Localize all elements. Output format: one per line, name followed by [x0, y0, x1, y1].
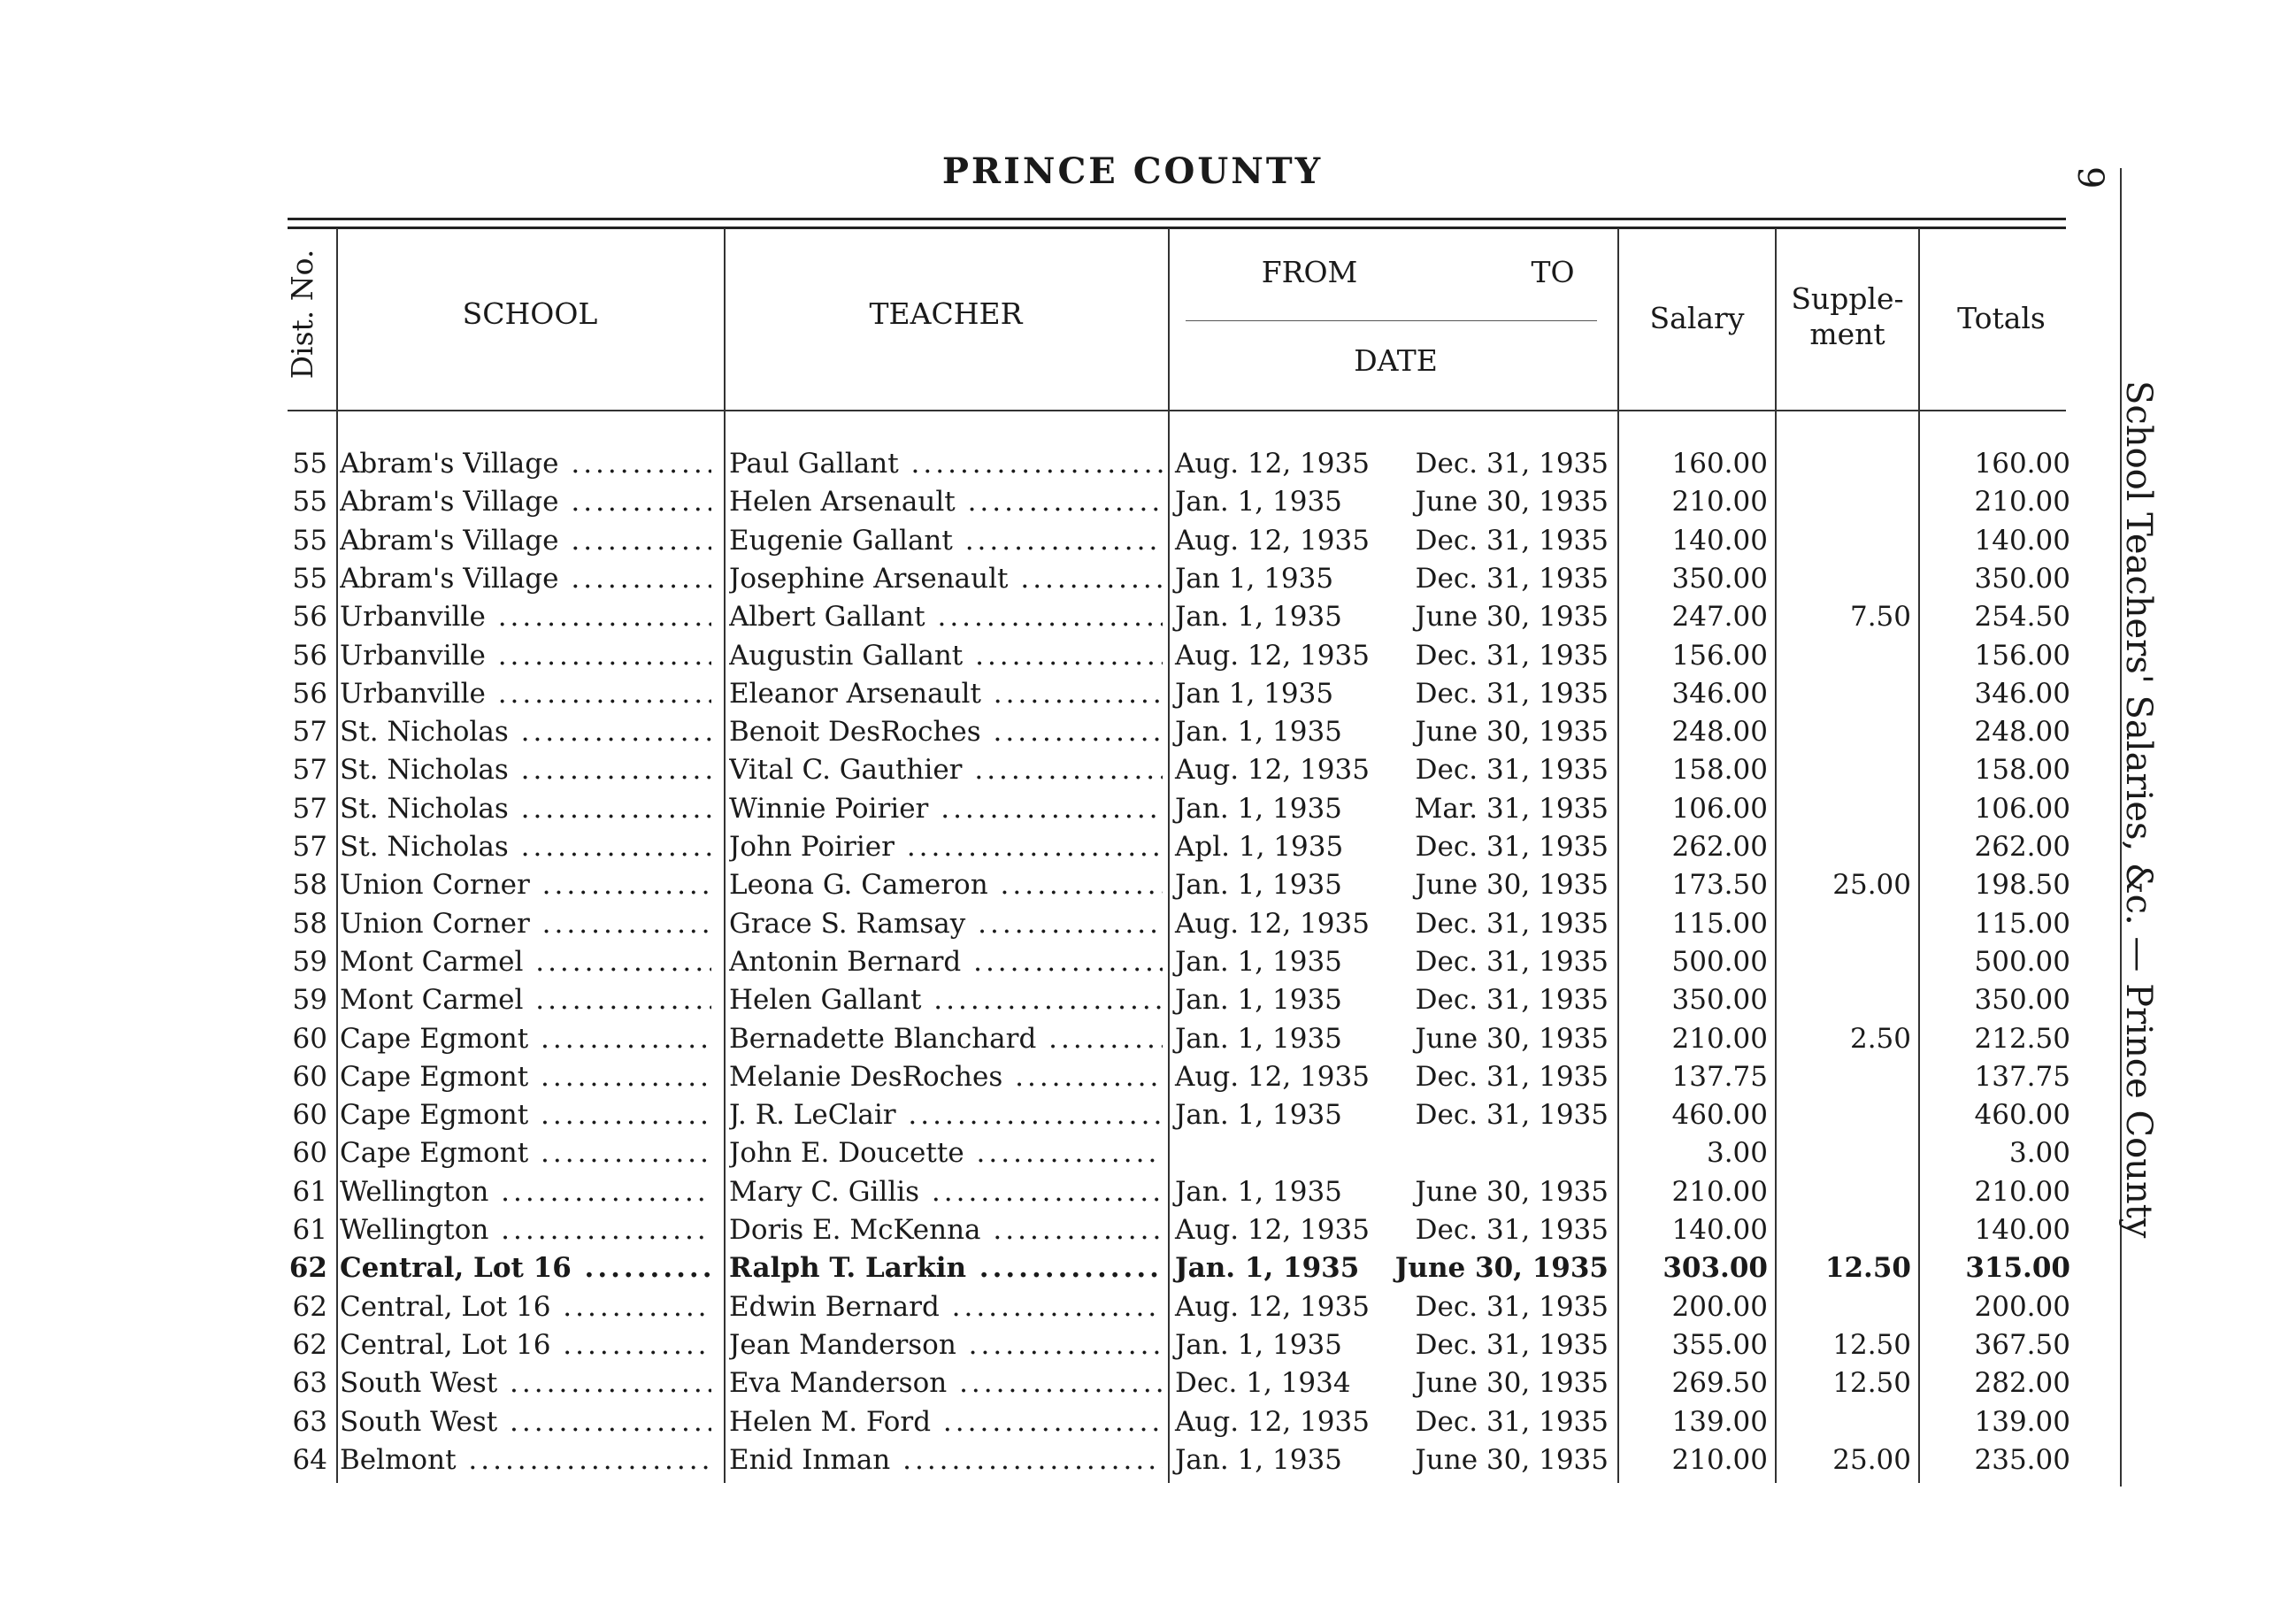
table-row: [0, 1061, 2296, 1099]
teacher-name: Eva Manderson .....: [729, 1367, 1163, 1399]
date-from: Jan. 1, 1935: [1175, 869, 1342, 902]
teacher-name: Vital C. Gauthier .....: [729, 754, 1163, 786]
table-row: [0, 984, 2296, 1022]
table-row: [0, 908, 2296, 946]
total-value: 460.00: [1974, 1099, 2070, 1132]
date-from: Jan. 1, 1935: [1175, 1099, 1342, 1132]
header-top-rule-2: [288, 227, 2066, 229]
school-name: St. Nicholas .....: [340, 716, 711, 748]
date-to: Dec. 31, 1935: [1415, 677, 1609, 710]
supplement-value: 7.50: [1849, 601, 1911, 634]
teacher-name: Enid Inman .....: [729, 1444, 1163, 1476]
date-to: June 30, 1935: [1415, 1022, 1609, 1055]
salary-value: 355.00: [1671, 1328, 1768, 1361]
salary-value: 3.00: [1706, 1137, 1768, 1170]
supplement-value: 25.00: [1832, 869, 1911, 902]
teacher-name: Albert Gallant .....: [729, 601, 1163, 633]
total-value: 158.00: [1974, 754, 2070, 787]
date-from: Jan 1, 1935: [1175, 677, 1334, 710]
table-row: [0, 1406, 2296, 1444]
date-from: Jan. 1, 1935: [1175, 984, 1342, 1017]
teacher-name: Jean Manderson .....: [729, 1329, 1163, 1361]
teacher-name: Antonin Bernard .....: [729, 946, 1163, 978]
dist-number: 57: [292, 831, 327, 863]
date-from: Apl. 1, 1935: [1175, 831, 1344, 863]
dist-number: 55: [292, 486, 327, 519]
table-row: [0, 448, 2296, 486]
teacher-name: Paul Gallant .....: [729, 448, 1163, 480]
school-name: Urbanville .....: [340, 678, 711, 710]
date-from: Dec. 1, 1934: [1175, 1367, 1351, 1400]
supplement-value: 25.00: [1832, 1443, 1911, 1476]
date-to: June 30, 1935: [1415, 486, 1609, 519]
supplement-value: 12.50: [1824, 1252, 1911, 1285]
date-from: Aug. 12, 1935: [1175, 524, 1370, 557]
total-value: 198.50: [1974, 869, 2070, 902]
teacher-name: Edwin Bernard .....: [729, 1291, 1163, 1323]
salary-value: 210.00: [1671, 1443, 1768, 1476]
date-to: Dec. 31, 1935: [1415, 1328, 1609, 1361]
date-to: June 30, 1935: [1415, 1367, 1609, 1400]
total-value: 254.50: [1974, 601, 2070, 634]
total-value: 210.00: [1974, 1175, 2070, 1208]
header-teacher: TEACHER: [869, 296, 1023, 331]
table-row: [0, 1252, 2296, 1290]
table-row: [0, 1176, 2296, 1214]
dist-number: 56: [292, 677, 327, 710]
table-row: [0, 754, 2296, 792]
school-name: Wellington .....: [340, 1214, 711, 1246]
dist-number: 60: [292, 1099, 327, 1132]
table-row: [0, 601, 2296, 639]
total-value: 3.00: [2008, 1137, 2070, 1170]
school-name: Central, Lot 16 .....: [340, 1291, 711, 1323]
date-to: Dec. 31, 1935: [1415, 1290, 1609, 1323]
total-value: 140.00: [1974, 1214, 2070, 1246]
total-value: 115.00: [1974, 907, 2070, 940]
date-from: Jan. 1, 1935: [1175, 1328, 1342, 1361]
salary-value: 460.00: [1671, 1099, 1768, 1132]
table-row: [0, 869, 2296, 907]
total-value: 200.00: [1974, 1290, 2070, 1323]
teacher-name: Melanie DesRoches .....: [729, 1061, 1163, 1093]
school-name: Abram's Village .....: [340, 448, 711, 480]
teacher-name: Augustin Gallant .....: [729, 640, 1163, 672]
salary-value: 173.50: [1671, 869, 1768, 902]
total-value: 139.00: [1974, 1405, 2070, 1438]
date-from: Jan. 1, 1935: [1175, 486, 1342, 519]
school-name: Wellington .....: [340, 1176, 711, 1208]
side-running-title: School Teachers' Salaries, &c. — Prince County: [2118, 380, 2159, 1239]
salary-value: 160.00: [1671, 448, 1768, 480]
school-name: Abram's Village .....: [340, 563, 711, 595]
table-row: [0, 1099, 2296, 1137]
salary-value: 115.00: [1671, 907, 1768, 940]
date-to: Dec. 31, 1935: [1415, 1214, 1609, 1246]
date-to: Dec. 31, 1935: [1415, 448, 1609, 480]
date-to: Dec. 31, 1935: [1415, 562, 1609, 595]
header-date: DATE: [1354, 343, 1438, 378]
date-from: Aug. 12, 1935: [1175, 1405, 1370, 1438]
dist-number: 60: [292, 1022, 327, 1055]
date-to: Mar. 31, 1935: [1414, 792, 1609, 825]
table-row: [0, 1023, 2296, 1061]
school-name: St. Nicholas .....: [340, 754, 711, 786]
header-supplement-line2: ment: [1809, 317, 1885, 351]
dist-number: 57: [292, 716, 327, 749]
total-value: 212.50: [1974, 1022, 2070, 1055]
school-name: Urbanville .....: [340, 601, 711, 633]
date-to: June 30, 1935: [1415, 1175, 1609, 1208]
date-to: Dec. 31, 1935: [1415, 1060, 1609, 1093]
dist-number: 63: [292, 1405, 327, 1438]
dist-number: 61: [292, 1214, 327, 1246]
teacher-name: Eleanor Arsenault .....: [729, 678, 1163, 710]
date-from: Aug. 12, 1935: [1175, 448, 1370, 480]
date-to: Dec. 31, 1935: [1415, 754, 1609, 787]
dist-number: 57: [292, 792, 327, 825]
dist-number: 58: [292, 907, 327, 940]
date-from: Jan. 1, 1935: [1175, 945, 1342, 978]
teacher-name: Helen M. Ford .....: [729, 1406, 1163, 1438]
school-name: Cape Egmont .....: [340, 1137, 711, 1169]
date-divider: [1186, 320, 1597, 321]
page-title: PRINCE COUNTY: [941, 150, 1324, 192]
date-from: Aug. 12, 1935: [1175, 639, 1370, 672]
school-name: Cape Egmont .....: [340, 1061, 711, 1093]
total-value: 160.00: [1974, 448, 2070, 480]
table-row: [0, 563, 2296, 601]
header-bottom-rule: [288, 410, 2066, 411]
total-value: 156.00: [1974, 639, 2070, 672]
header-top-rule: [288, 218, 2066, 220]
date-to: Dec. 31, 1935: [1415, 524, 1609, 557]
table-row: [0, 1329, 2296, 1367]
dist-number: 55: [292, 562, 327, 595]
teacher-name: Benoit DesRoches .....: [729, 716, 1163, 748]
school-name: Union Corner .....: [340, 908, 711, 940]
header-from: FROM: [1261, 255, 1358, 289]
date-from: Jan. 1, 1935: [1175, 1252, 1360, 1285]
table-row: [0, 716, 2296, 754]
salary-value: 158.00: [1671, 754, 1768, 787]
date-to: June 30, 1935: [1415, 601, 1609, 634]
total-value: 140.00: [1974, 524, 2070, 557]
salary-value: 137.75: [1671, 1060, 1768, 1093]
header-supplement-line1: Supple-: [1791, 281, 1904, 316]
table-row: [0, 1137, 2296, 1175]
dist-number: 55: [292, 524, 327, 557]
table-row: [0, 678, 2296, 716]
dist-number: 59: [292, 945, 327, 978]
school-name: Mont Carmel .....: [340, 946, 711, 978]
table-row: [0, 1444, 2296, 1482]
school-name: Cape Egmont .....: [340, 1023, 711, 1055]
school-name: Mont Carmel .....: [340, 984, 711, 1016]
date-from: Jan. 1, 1935: [1175, 792, 1342, 825]
total-value: 210.00: [1974, 486, 2070, 519]
salary-value: 140.00: [1671, 524, 1768, 557]
teacher-name: Mary C. Gillis .....: [729, 1176, 1163, 1208]
teacher-name: John Poirier .....: [729, 831, 1163, 863]
header-dist-no: Dist. No.: [285, 249, 319, 380]
total-value: 235.00: [1974, 1443, 2070, 1476]
header-school: SCHOOL: [462, 296, 598, 331]
school-name: Abram's Village .....: [340, 486, 711, 518]
salary-value: 200.00: [1671, 1290, 1768, 1323]
date-to: June 30, 1935: [1394, 1252, 1609, 1285]
teacher-name: Doris E. McKenna .....: [729, 1214, 1163, 1246]
salary-value: 346.00: [1671, 677, 1768, 710]
dist-number: 60: [292, 1060, 327, 1093]
school-name: Urbanville .....: [340, 640, 711, 672]
date-to: Dec. 31, 1935: [1415, 1099, 1609, 1132]
date-from: Aug. 12, 1935: [1175, 1060, 1370, 1093]
date-from: Jan. 1, 1935: [1175, 1175, 1342, 1208]
school-name: St. Nicholas .....: [340, 831, 711, 863]
date-from: Aug. 12, 1935: [1175, 1214, 1370, 1246]
school-name: Abram's Village .....: [340, 525, 711, 557]
table-row: [0, 486, 2296, 524]
supplement-value: 12.50: [1832, 1328, 1911, 1361]
salary-value: 140.00: [1671, 1214, 1768, 1246]
table-row: [0, 1214, 2296, 1252]
salary-value: 303.00: [1662, 1252, 1768, 1285]
supplement-value: 2.50: [1849, 1022, 1911, 1055]
date-to: Dec. 31, 1935: [1415, 907, 1609, 940]
date-to: Dec. 31, 1935: [1415, 945, 1609, 978]
date-from: Jan. 1, 1935: [1175, 1443, 1342, 1476]
dist-number: 56: [292, 601, 327, 634]
total-value: 137.75: [1974, 1060, 2070, 1093]
date-to: Dec. 31, 1935: [1415, 1405, 1609, 1438]
table-row: [0, 793, 2296, 831]
dist-number: 58: [292, 869, 327, 902]
school-name: Cape Egmont .....: [340, 1099, 711, 1131]
total-value: 350.00: [1974, 984, 2070, 1017]
salary-value: 210.00: [1671, 486, 1768, 519]
date-from: Aug. 12, 1935: [1175, 907, 1370, 940]
date-from: Jan 1, 1935: [1175, 562, 1334, 595]
teacher-name: Bernadette Blanchard .....: [729, 1023, 1163, 1055]
teacher-name: Ralph T. Larkin .....: [729, 1252, 1163, 1284]
teacher-name: Leona G. Cameron .....: [729, 869, 1163, 901]
table-row: [0, 525, 2296, 563]
salary-value: 350.00: [1671, 562, 1768, 595]
school-name: Central, Lot 16 .....: [340, 1329, 711, 1361]
dist-number: 55: [292, 448, 327, 480]
dist-number: 61: [292, 1175, 327, 1208]
salary-value: 210.00: [1671, 1022, 1768, 1055]
date-to: Dec. 31, 1935: [1415, 831, 1609, 863]
salary-value: 350.00: [1671, 984, 1768, 1017]
date-from: Jan. 1, 1935: [1175, 1022, 1342, 1055]
dist-number: 62: [292, 1290, 327, 1323]
date-to: June 30, 1935: [1415, 716, 1609, 749]
total-value: 350.00: [1974, 562, 2070, 595]
school-name: South West .....: [340, 1367, 711, 1399]
teacher-name: Helen Gallant .....: [729, 984, 1163, 1016]
table-row: [0, 1367, 2296, 1405]
salary-value: 500.00: [1671, 945, 1768, 978]
date-to: June 30, 1935: [1415, 1443, 1609, 1476]
dist-number: 64: [292, 1443, 327, 1476]
teacher-name: Helen Arsenault .....: [729, 486, 1163, 518]
table-row: [0, 831, 2296, 869]
school-name: St. Nicholas .....: [340, 793, 711, 825]
school-name: South West .....: [340, 1406, 711, 1438]
salary-value: 262.00: [1671, 831, 1768, 863]
teacher-name: J. R. LeClair .....: [729, 1099, 1163, 1131]
teacher-name: Winnie Poirier .....: [729, 793, 1163, 825]
school-name: Union Corner .....: [340, 869, 711, 901]
teacher-name: Eugenie Gallant .....: [729, 525, 1163, 557]
date-to: Dec. 31, 1935: [1415, 639, 1609, 672]
total-value: 282.00: [1974, 1367, 2070, 1400]
total-value: 106.00: [1974, 792, 2070, 825]
teacher-name: Josephine Arsenault .....: [729, 563, 1163, 595]
total-value: 315.00: [1965, 1252, 2070, 1285]
school-name: Belmont .....: [340, 1444, 711, 1476]
table-row: [0, 1291, 2296, 1329]
teacher-name: Grace S. Ramsay .....: [729, 908, 1163, 940]
school-name: Central, Lot 16 .....: [340, 1252, 711, 1284]
salary-value: 156.00: [1671, 639, 1768, 672]
salary-value: 269.50: [1671, 1367, 1768, 1400]
supplement-value: 12.50: [1832, 1367, 1911, 1400]
dist-number: 60: [292, 1137, 327, 1170]
header-to: TO: [1531, 255, 1575, 289]
total-value: 248.00: [1974, 716, 2070, 749]
table-row: [0, 640, 2296, 678]
salary-value: 247.00: [1671, 601, 1768, 634]
teacher-name: John E. Doucette .....: [729, 1137, 1163, 1169]
date-from: Jan. 1, 1935: [1175, 716, 1342, 749]
salary-value: 248.00: [1671, 716, 1768, 749]
dist-number: 62: [292, 1328, 327, 1361]
salary-value: 210.00: [1671, 1175, 1768, 1208]
page-number: 9: [2069, 166, 2110, 189]
salary-value: 106.00: [1671, 792, 1768, 825]
date-to: Dec. 31, 1935: [1415, 984, 1609, 1017]
dist-number: 63: [292, 1367, 327, 1400]
date-to: June 30, 1935: [1415, 869, 1609, 902]
dist-number: 62: [288, 1252, 327, 1285]
header-totals: Totals: [1957, 301, 2046, 335]
date-from: Aug. 12, 1935: [1175, 1290, 1370, 1323]
dist-number: 57: [292, 754, 327, 787]
salary-value: 139.00: [1671, 1405, 1768, 1438]
total-value: 367.50: [1974, 1328, 2070, 1361]
total-value: 346.00: [1974, 677, 2070, 710]
total-value: 500.00: [1974, 945, 2070, 978]
header-salary: Salary: [1649, 301, 1745, 335]
dist-number: 59: [292, 984, 327, 1017]
date-from: Aug. 12, 1935: [1175, 754, 1370, 787]
table-row: [0, 946, 2296, 984]
total-value: 262.00: [1974, 831, 2070, 863]
date-from: Jan. 1, 1935: [1175, 601, 1342, 634]
dist-number: 56: [292, 639, 327, 672]
